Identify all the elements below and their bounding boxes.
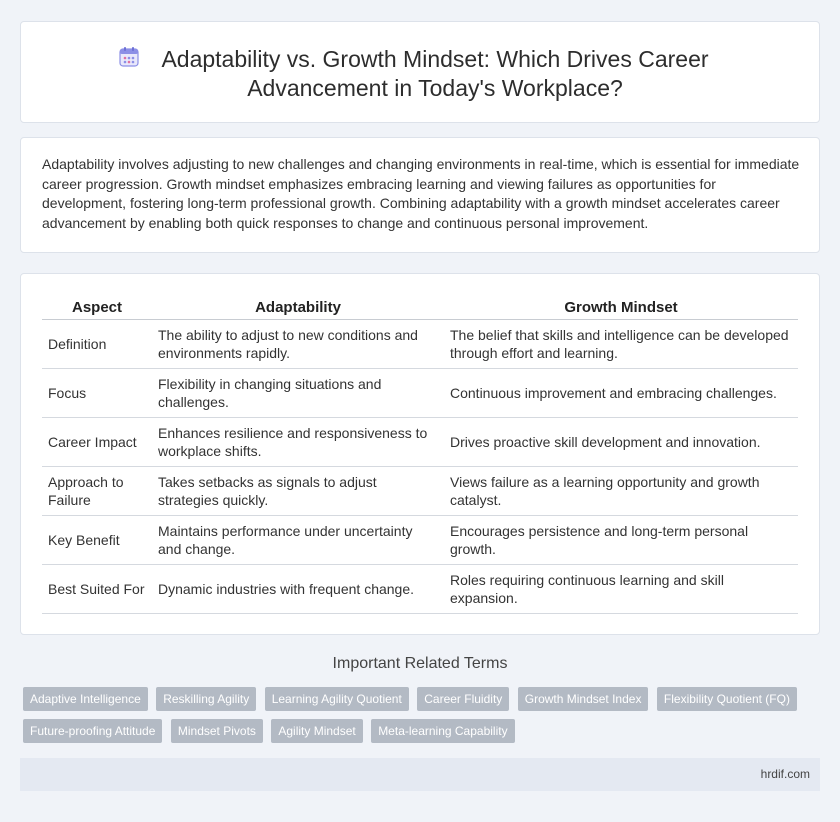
related-term-tag[interactable]: Career Fluidity: [417, 687, 509, 711]
table-header-row: [42, 296, 798, 320]
header-adaptability: Adaptability: [152, 296, 444, 320]
row-adaptability: Flexibility in changing situations and challenges.: [152, 369, 444, 418]
row-growth-mindset: Continuous improvement and embracing challenges.: [444, 369, 798, 418]
table-row: [42, 467, 798, 516]
row-adaptability: Takes setbacks as signals to adjust strategies quickly.: [152, 467, 444, 516]
footer: [20, 758, 820, 791]
table-row: [42, 516, 798, 565]
related-term-tag[interactable]: Reskilling Agility: [156, 687, 256, 711]
row-aspect: Career Impact: [42, 418, 152, 467]
row-aspect: Key Benefit: [42, 516, 152, 565]
related-term-tag[interactable]: Meta-learning Capability: [371, 719, 514, 743]
related-term-tag[interactable]: Future-proofing Attitude: [23, 719, 162, 743]
row-growth-mindset: Views failure as a learning opportunity and growth catalyst.: [444, 467, 798, 516]
table-row: [42, 418, 798, 467]
related-terms-heading: Important Related Terms: [332, 655, 508, 672]
intro-card: [20, 137, 820, 253]
row-aspect: Best Suited For: [42, 565, 152, 614]
intro-paragraph: Adaptability involves adjusting to new challenges and changing environments in real-time, which is essential for immediate career progression. Growth mindset emphasizes embracing learning and viewing failures as opportunities for development, fostering long-term professional growth. Combining adaptability with a growth mindset accelerates career advancement by enabling both quick responses to change and continuous personal improvement.: [42, 156, 800, 231]
header-aspect: Aspect: [42, 296, 152, 320]
related-terms-list: [23, 687, 813, 751]
page-title: Adaptability vs. Growth Mindset: Which Drives Career Advancement in Today's Workplace?: [161, 46, 709, 101]
related-term-tag[interactable]: Learning Agility Quotient: [265, 687, 409, 711]
row-aspect: Definition: [42, 320, 152, 369]
table-row: [42, 369, 798, 418]
row-adaptability: The ability to adjust to new conditions and environments rapidly.: [152, 320, 444, 369]
header-growth-mindset: Growth Mindset: [444, 296, 798, 320]
row-adaptability: Enhances resilience and responsiveness to workplace shifts.: [152, 418, 444, 467]
comparison-table: [42, 296, 798, 614]
row-growth-mindset: Encourages persistence and long-term personal growth.: [444, 516, 798, 565]
row-growth-mindset: The belief that skills and intelligence can be developed through effort and learning.: [444, 320, 798, 369]
row-adaptability: Maintains performance under uncertainty and change.: [152, 516, 444, 565]
table-row: [42, 320, 798, 369]
related-term-tag[interactable]: Mindset Pivots: [171, 719, 263, 743]
comparison-card: [20, 273, 820, 635]
row-growth-mindset: Drives proactive skill development and innovation.: [444, 418, 798, 467]
row-aspect: Focus: [42, 369, 152, 418]
row-aspect: Approach to Failure: [42, 467, 152, 516]
related-term-tag[interactable]: Agility Mindset: [271, 719, 362, 743]
footer-site-link[interactable]: hrdif.com: [760, 767, 810, 781]
related-term-tag[interactable]: Flexibility Quotient (FQ): [657, 687, 797, 711]
related-term-tag[interactable]: Growth Mindset Index: [518, 687, 649, 711]
table-row: [42, 565, 798, 614]
related-term-tag[interactable]: Adaptive Intelligence: [23, 687, 148, 711]
title-card: [20, 21, 820, 123]
row-adaptability: Dynamic industries with frequent change.: [152, 565, 444, 614]
row-growth-mindset: Roles requiring continuous learning and skill expansion.: [444, 565, 798, 614]
